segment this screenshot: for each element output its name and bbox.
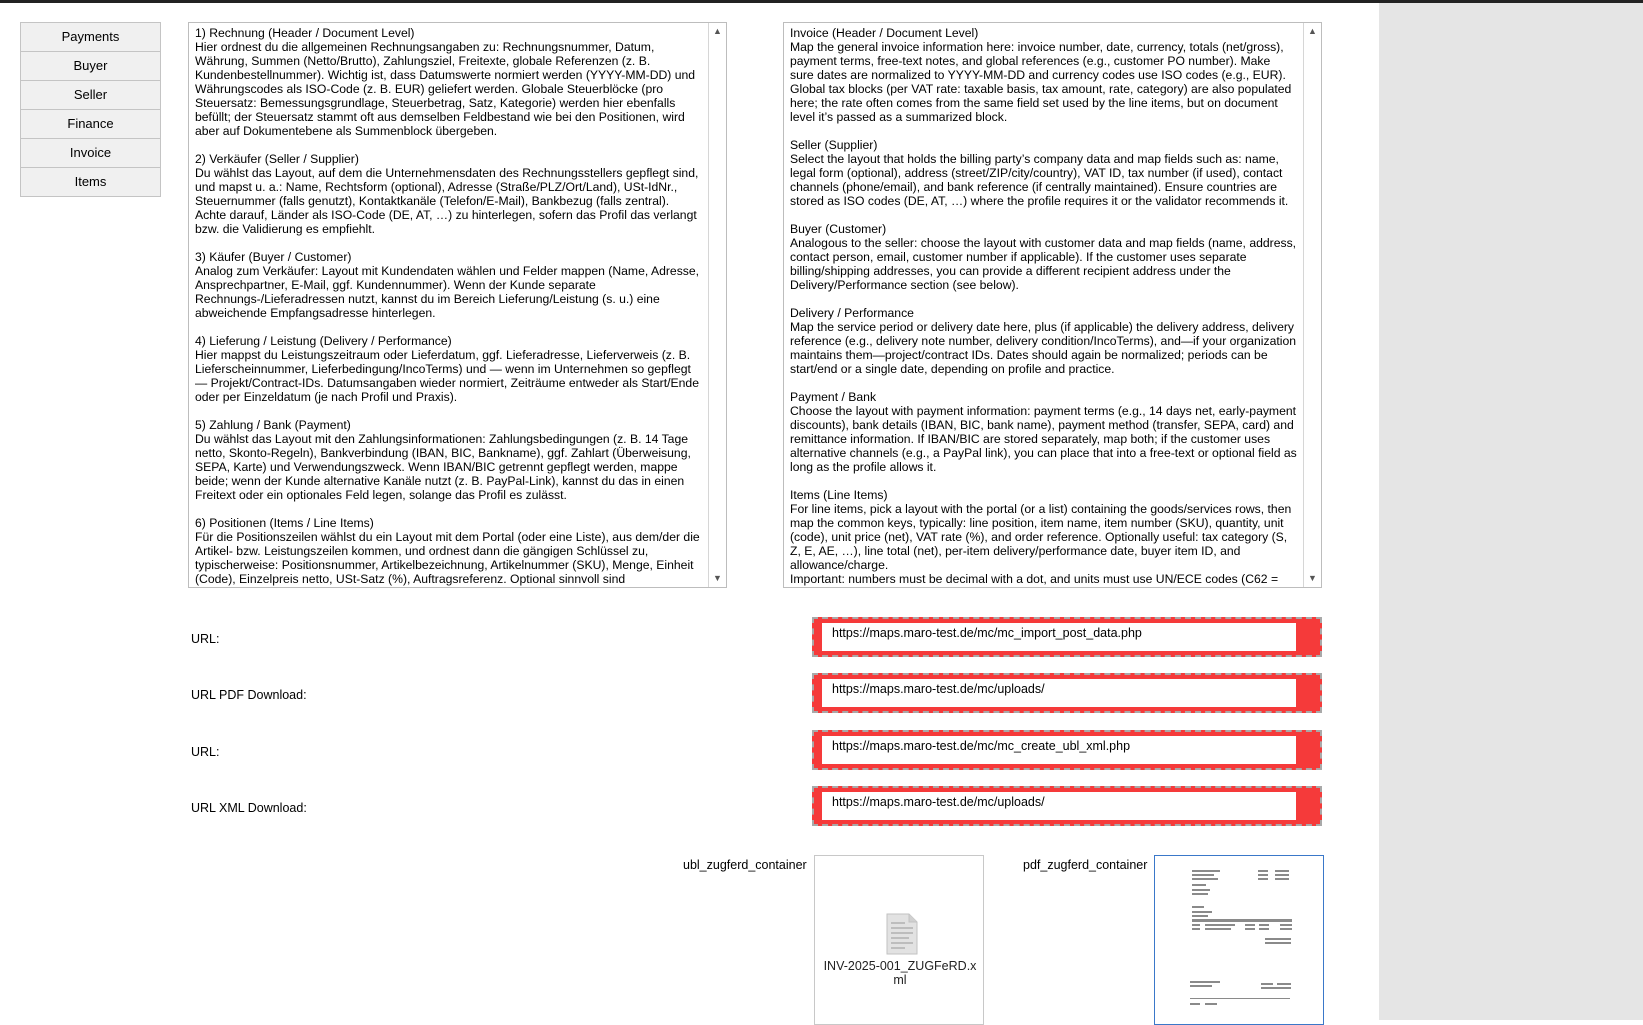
nav-button-group (20, 22, 161, 197)
nav-button-buyer[interactable]: Buyer (20, 51, 161, 81)
ubl-container-label: ubl_zugferd_container (683, 858, 807, 872)
scroll-down-arrow-icon[interactable]: ▼ (713, 573, 722, 583)
german-textarea-scrollbar[interactable] (708, 23, 726, 587)
nav-button-seller[interactable]: Seller (20, 80, 161, 110)
right-side-panel (1379, 3, 1643, 1020)
nav-button-invoice[interactable]: Invoice (20, 138, 161, 168)
xml-download-url-input[interactable] (822, 792, 1296, 820)
english-description-textarea[interactable] (783, 22, 1322, 588)
scroll-up-arrow-icon[interactable]: ▲ (1308, 26, 1317, 36)
nav-button-finance[interactable]: Finance (20, 109, 161, 139)
english-textarea-scrollbar[interactable] (1303, 23, 1321, 587)
import-url-input[interactable] (822, 623, 1296, 651)
pdf-download-url-input[interactable] (822, 679, 1296, 707)
import-url-label: URL: (191, 632, 220, 646)
german-description-text: 1) Rechnung (Header / Document Level) Hier ordnest du die allgemeinen Rechnungsangaben zu: Rechnungsnummer, Datum, Währung, Summen (Netto/Brutto), Zahlungsziel, Freitexte, globale Referenzen (z. B. Kundenbestellnummer). Wichtig ist, dass Datumswerte normiert werden (YYYY-MM-DD) und Währungscodes als ISO-Code (z. B. EUR) geliefert werden. Globale Steuerblöcke (pro Steuersatz: Bemessungsgrundlage, Steuerbetrag, Satz, Kategorie) werden hier ebenfalls befüllt; der Steuersatz stammt oft aus demselben Feldbestand wie bei den Positionen, wird aber auf Dokumentebene als Summenblock übergeben. 2) Verkäufer (Seller / Supplier) Du wählst das Layout, auf dem die Unternehmensdaten des Rechnungsstellers gepflegt sind, und mapst u. a.: Name, Rechtsform (optional), Adresse (Straße/PLZ/Ort/Land), USt-IdNr., Steuernummer (falls genutzt), Kontaktkanäle (Telefon/E-Mail), Bankbezug (falls zentral). Achte darauf, Länder als ISO-Code (DE, AT, …) zu hinterlegen, sofern das Profil das verlangt bzw. die Validierung es empfiehlt. 3) Käufer (Buyer / Customer) Analog zum Verkäufer: Layout mit Kundendaten wählen und Felder mappen (Name, Adresse, Ansprechpartner, E-Mail, ggf. Kundennummer). Wenn der Kunde separate Rechnungs-/Lieferadressen nutzt, kannst du im Bereich Lieferung/Leistung (s. u.) eine abweichende Empfangsadresse hinterlegen. 4) Lieferung / Leistung (Delivery / Performance) Hier mappst du Leistungszeitraum oder Lieferdatum, ggf. Lieferadresse, Lieferverweis (z. B. Lieferscheinnummer, Lieferbedingung/IncoTerms) und — wenn im Unternehmen so gepflegt — Projekt/Contract-IDs. Datumsangaben wieder normiert, Zeiträume entweder als Start/Ende oder per Einzeldatum (je nach Profil und Praxis). 5) Zahlung / Bank (Payment) Du wählst das Layout mit den Zahlungsinformationen: Zahlungsbedingungen (z. B. 14 Tage netto, Skonto-Regeln), Bankverbindung (IBAN, BIC, Bankname), ggf. Zahlart (Überweisung, SEPA, Karte) und Verwendungszweck. Wenn IBAN/BIC getrennt gepflegt werden, mappe beide; wenn der Kunde alternative Kanäle nutzt (z. B. PayPal-Link), kannst du das in einen Freitext oder ein optionales Feld legen, solange das Profil es zulässt. 6) Positionen (Items / Line Items) Für die Positionszeilen wählst du ein Layout mit dem Portal (oder eine Liste), aus dem/der die Artikel- bzw. Leistungszeilen kommen, und ordnest dann die gängigen Schlüssel zu, typischerweise: Positionsnummer, Artikelbezeichnung, Artikelnummer (SKU), Menge, Einheit (Code), Einzelpreis netto, USt-Satz (%), Auftragsreferenz. Optional sinnvoll sind (195, 26, 700, 586)
pdf-download-url-field (812, 673, 1322, 713)
nav-button-items[interactable]: Items (20, 167, 161, 197)
scroll-up-arrow-icon[interactable]: ▲ (713, 26, 722, 36)
xml-file-name: INV-2025-001_ZUGFeRD.xml (823, 959, 977, 987)
pdf-preview-thumbnail (1155, 856, 1323, 1024)
xml-file-icon (885, 912, 919, 956)
xml-download-url-field (812, 786, 1322, 826)
nav-button-payments[interactable]: Payments (20, 22, 161, 52)
pdf-zugferd-container[interactable] (1154, 855, 1324, 1025)
english-description-text: Invoice (Header / Document Level) Map the general invoice information here: invoice number, date, currency, totals (net/gross), payment terms, free-text notes, and global references (e.g., customer PO number). Make sure dates are normalized to YYYY-MM-DD and currency codes use ISO codes (e.g., EUR). Global tax blocks (per VAT rate: taxable basis, tax amount, rate, category) are also populated here; the rate often comes from the same field set used by the line items, but on document level it’s passed as a summarized block. Seller (Supplier) Select the layout that holds the billing party’s company data and map fields such as: name, legal form (optional), address (street/ZIP/city/country), VAT ID, tax number (if used), contact channels (phone/email), and bank reference (if centrally maintained). Ensure countries are stored as ISO codes (DE, AT, …) where the profile requires it or the validator recommends it. Buyer (Customer) Analogous to the seller: choose the layout with customer data and map fields (name, address, contact person, email, customer number if applicable). If the customer uses separate billing/shipping addresses, you can provide a different recipient address under the Delivery/Performance section (see below). Delivery / Performance Map the service period or delivery date here, plus (if applicable) the delivery address, delivery reference (e.g., delivery note number, delivery condition/IncoTerms), and—if your organization maintains them—project/contract IDs. Dates should again be normalized; periods can be start/end or a single date, depending on profile and practice. Payment / Bank Choose the layout with payment information: payment terms (e.g., 14 days net, early-payment discounts), bank details (IBAN, BIC, bank name), payment method (transfer, SEPA, card) and remittance information. If IBAN/BIC are stored separately, map both; if the customer uses alternative channels (e.g., a PayPal link), you can place that into a free-text or optional field as long as the profile allows it. Items (Line Items) For line items, pick a layout with the portal (or a list) containing the goods/services rows, then map the common keys, typically: line position, item name, item number (SKU), quantity, unit (code), unit price (net), VAT rate (%), and order reference. Optionally useful: tax category (S, Z, E, AE, …), line total (net), per-item delivery/performance date, buyer item ID, and allowance/charge. Important: numbers must be decimal with a dot, and units must use UN/ECE codes (C62 = (790, 26, 1297, 586)
ubl-zugferd-container[interactable] (814, 855, 984, 1025)
german-description-textarea[interactable] (188, 22, 727, 588)
pdf-download-url-label: URL PDF Download: (191, 688, 307, 702)
create-xml-url-field (812, 730, 1322, 770)
pdf-container-label: pdf_zugferd_container (1023, 858, 1148, 872)
create-xml-url-input[interactable] (822, 736, 1296, 764)
import-url-field (812, 617, 1322, 657)
scroll-down-arrow-icon[interactable]: ▼ (1308, 573, 1317, 583)
create-xml-url-label: URL: (191, 745, 220, 759)
xml-download-url-label: URL XML Download: (191, 801, 307, 815)
